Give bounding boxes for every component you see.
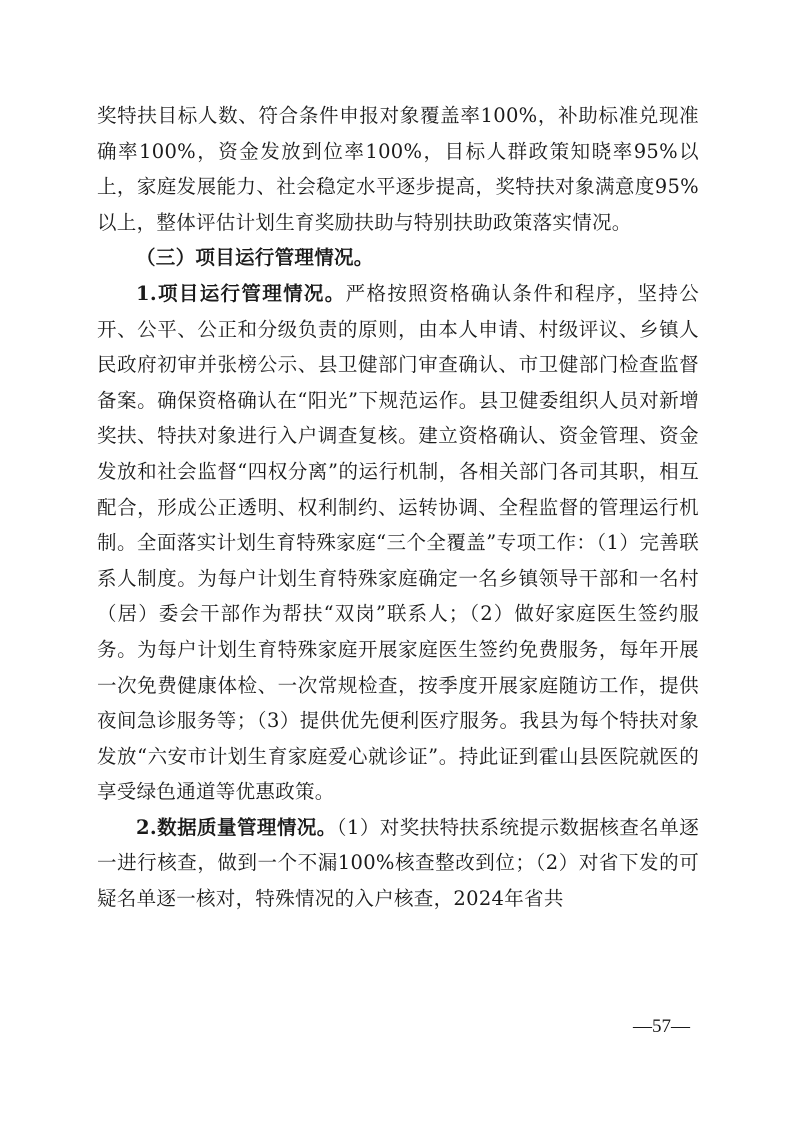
body-text	[97, 98, 699, 917]
paragraph-lead: 2.数据质量管理情况。	[136, 815, 337, 839]
section-heading-text: （三）项目运行管理情况。	[136, 246, 374, 270]
paragraph-data-quality	[97, 810, 699, 917]
paragraph-text: 严格按照资格确认条件和程序，坚持公开、公平、公正和分级负责的原则，由本人申请、村级评议、乡镇人民政府初审并张榜公示、县卫健部门审查确认、市卫健部门检查监督备案。确保资格确认在“阳光”下规范运作。县卫健委组织人员对新增奖扶、特扶对象进行入户调查复核。建立资格确认、资金管理、资金发放和社会监督“四权分离”的运行机制，各相关部门各司其职，相互配合，形成公正透明、权利制约、运转协调、全程监督的管理运行机制。全面落实计划生育特殊家庭“三个全覆盖”专项工作：（1）完善联系人制度。为每户计划生育特殊家庭确定一名乡镇领导干部和一名村（居）委会干部作为帮扶“双岗”联系人；（2）做好家庭医生签约服务。为每户计划生育特殊家庭开展家庭医生签约免费服务，每年开展一次免费健康体检、一次常规检查，按季度开展家庭随访工作，提供夜间急诊服务等；（3）提供优先便利医疗服务。我县为每个特扶对象发放“六安市计划生育家庭爱心就诊证”。持此证到霍山县医院就医的享受绿色通道等优惠政策。	[97, 281, 699, 804]
page-number: —57—	[633, 1016, 690, 1037]
paragraph-continuation	[97, 98, 699, 240]
paragraph-text: 奖特扶目标人数、符合条件申报对象覆盖率100%，补助标准兑现准确率100%，资金发放到位率100%，目标人群政策知晓率95%以上，家庭发展能力、社会稳定水平逐步提高，奖特扶对象满意度95%以上，整体评估计划生育奖励扶助与特别扶助政策落实情况。	[97, 104, 699, 234]
section-heading	[97, 240, 699, 276]
paragraph-operation-management	[97, 276, 699, 810]
paragraph-lead: 1.项目运行管理情况。	[136, 281, 346, 305]
paragraph-text: （1）对奖扶特扶系统提示数据核查名单逐一进行核查，做到一个不漏100%核查整改到位；（2）对省下发的可疑名单逐一核对，特殊情况的入户核查，2024年省共	[97, 815, 699, 911]
